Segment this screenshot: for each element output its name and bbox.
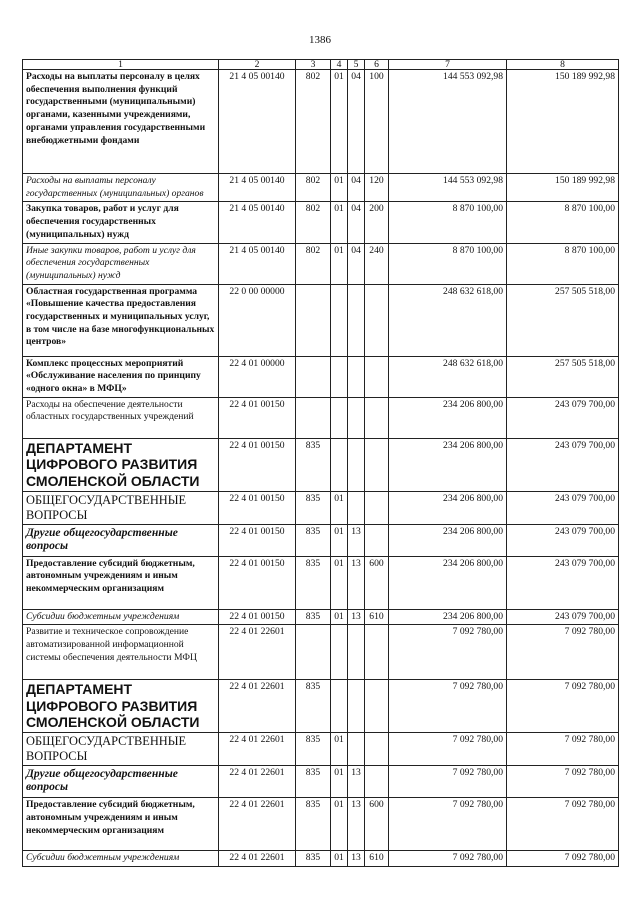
amount-year-1: 234 206 800,00 (389, 524, 507, 556)
row-name: Другие общегосударственные вопросы (23, 524, 219, 556)
ministry-code: 835 (296, 556, 331, 609)
target-article-code: 22 4 01 22601 (219, 766, 296, 798)
amount-year-2: 7 092 780,00 (507, 625, 619, 680)
column-number-row (23, 60, 619, 70)
subsection-code (348, 284, 365, 356)
amount-year-1: 7 092 780,00 (389, 680, 507, 733)
subsection-code (348, 680, 365, 733)
amount-year-1: 234 206 800,00 (389, 491, 507, 524)
ministry-code: 835 (296, 680, 331, 733)
target-article-code: 22 4 01 22601 (219, 680, 296, 733)
amount-year-2: 243 079 700,00 (507, 397, 619, 438)
expense-type-code: 200 (365, 202, 389, 243)
amount-year-1: 248 632 618,00 (389, 356, 507, 397)
expense-type-code: 240 (365, 243, 389, 284)
target-article-code: 22 4 01 00150 (219, 491, 296, 524)
subsection-code (348, 397, 365, 438)
table-row (23, 625, 619, 680)
expense-type-code (365, 680, 389, 733)
expense-type-code (365, 491, 389, 524)
amount-year-1: 7 092 780,00 (389, 766, 507, 798)
subsection-code: 13 (348, 609, 365, 625)
section-code (331, 356, 348, 397)
expense-type-code (365, 397, 389, 438)
column-number: 8 (507, 60, 619, 70)
amount-year-2: 150 189 992,98 (507, 174, 619, 202)
amount-year-1: 8 870 100,00 (389, 202, 507, 243)
amount-year-1: 144 553 092,98 (389, 70, 507, 174)
row-name: Расходы на выплаты персоналу в целях обеспечения выполнения функций государственными (муниципальными) органами, казенными учреждениями, органами управления государственными внебюджетными фондами (23, 70, 219, 174)
table-row (23, 609, 619, 625)
target-article-code: 22 4 01 22601 (219, 851, 296, 867)
section-code: 01 (331, 556, 348, 609)
ministry-code: 835 (296, 851, 331, 867)
ministry-code: 835 (296, 733, 331, 766)
page-number: 1386 (309, 34, 331, 46)
expense-type-code (365, 438, 389, 491)
subsection-code (348, 491, 365, 524)
expense-type-code (365, 625, 389, 680)
row-name: Расходы на выплаты персоналу государственных (муниципальных) органов (23, 174, 219, 202)
table-row (23, 491, 619, 524)
amount-year-2: 7 092 780,00 (507, 851, 619, 867)
amount-year-2: 257 505 518,00 (507, 284, 619, 356)
table-row (23, 766, 619, 798)
subsection-code (348, 733, 365, 766)
row-name: ДЕПАРТАМЕНТ ЦИФРОВОГО РАЗВИТИЯ СМОЛЕНСКОЙ ОБЛАСТИ (23, 680, 219, 733)
subsection-code: 04 (348, 243, 365, 284)
amount-year-1: 234 206 800,00 (389, 609, 507, 625)
expense-type-code: 600 (365, 556, 389, 609)
target-article-code: 22 4 01 00150 (219, 524, 296, 556)
section-code: 01 (331, 70, 348, 174)
ministry-code (296, 356, 331, 397)
subsection-code: 13 (348, 766, 365, 798)
expense-type-code (365, 733, 389, 766)
expense-type-code (365, 356, 389, 397)
expense-type-code: 610 (365, 851, 389, 867)
table-body (23, 70, 619, 867)
table-row (23, 284, 619, 356)
target-article-code: 22 4 01 00150 (219, 397, 296, 438)
subsection-code: 04 (348, 202, 365, 243)
section-code: 01 (331, 766, 348, 798)
row-name: Развитие и техническое сопровождение автоматизированной информационной системы обеспечения деятельности МФЦ (23, 625, 219, 680)
target-article-code: 22 0 00 00000 (219, 284, 296, 356)
table-row (23, 556, 619, 609)
section-code: 01 (331, 243, 348, 284)
ministry-code: 802 (296, 174, 331, 202)
target-article-code: 22 4 01 00150 (219, 438, 296, 491)
section-code: 01 (331, 798, 348, 851)
row-name: ОБЩЕГОСУДАРСТВЕННЫЕ ВОПРОСЫ (23, 733, 219, 766)
column-number: 7 (389, 60, 507, 70)
subsection-code: 04 (348, 70, 365, 174)
section-code (331, 438, 348, 491)
target-article-code: 22 4 01 22601 (219, 798, 296, 851)
row-name: Комплекс процессных мероприятий «Обслуживание населения по принципу «одного окна» в МФЦ» (23, 356, 219, 397)
amount-year-1: 7 092 780,00 (389, 851, 507, 867)
ministry-code: 835 (296, 524, 331, 556)
column-number: 5 (348, 60, 365, 70)
table-row (23, 524, 619, 556)
section-code (331, 397, 348, 438)
row-name: Другие общегосударственные вопросы (23, 766, 219, 798)
table-row (23, 243, 619, 284)
amount-year-2: 243 079 700,00 (507, 491, 619, 524)
ministry-code: 802 (296, 243, 331, 284)
section-code: 01 (331, 609, 348, 625)
target-article-code: 22 4 01 00000 (219, 356, 296, 397)
section-code: 01 (331, 202, 348, 243)
subsection-code (348, 356, 365, 397)
ministry-code (296, 284, 331, 356)
table-row (23, 70, 619, 174)
ministry-code: 802 (296, 202, 331, 243)
section-code (331, 284, 348, 356)
row-name: Иные закупки товаров, работ и услуг для обеспечения государственных (муниципальных) нужд (23, 243, 219, 284)
amount-year-2: 243 079 700,00 (507, 609, 619, 625)
section-code: 01 (331, 174, 348, 202)
target-article-code: 22 4 01 00150 (219, 556, 296, 609)
ministry-code: 835 (296, 438, 331, 491)
amount-year-2: 257 505 518,00 (507, 356, 619, 397)
column-number: 6 (365, 60, 389, 70)
section-code: 01 (331, 851, 348, 867)
subsection-code: 13 (348, 851, 365, 867)
expense-type-code (365, 766, 389, 798)
table-row (23, 733, 619, 766)
subsection-code (348, 625, 365, 680)
target-article-code: 21 4 05 00140 (219, 202, 296, 243)
table-row (23, 851, 619, 867)
amount-year-1: 234 206 800,00 (389, 438, 507, 491)
expense-type-code: 600 (365, 798, 389, 851)
ministry-code (296, 397, 331, 438)
expense-type-code (365, 284, 389, 356)
row-name: ДЕПАРТАМЕНТ ЦИФРОВОГО РАЗВИТИЯ СМОЛЕНСКОЙ ОБЛАСТИ (23, 438, 219, 491)
amount-year-2: 243 079 700,00 (507, 438, 619, 491)
section-code: 01 (331, 524, 348, 556)
amount-year-1: 248 632 618,00 (389, 284, 507, 356)
column-number: 2 (219, 60, 296, 70)
column-number: 1 (23, 60, 219, 70)
expense-type-code: 120 (365, 174, 389, 202)
table-row (23, 397, 619, 438)
amount-year-2: 7 092 780,00 (507, 733, 619, 766)
subsection-code: 13 (348, 524, 365, 556)
target-article-code: 21 4 05 00140 (219, 174, 296, 202)
amount-year-2: 243 079 700,00 (507, 524, 619, 556)
section-code (331, 625, 348, 680)
amount-year-2: 150 189 992,98 (507, 70, 619, 174)
section-code (331, 680, 348, 733)
row-name: Предоставление субсидий бюджетным, автономным учреждениям и иным некоммерческим организациям (23, 556, 219, 609)
amount-year-1: 8 870 100,00 (389, 243, 507, 284)
subsection-code (348, 438, 365, 491)
expense-type-code: 610 (365, 609, 389, 625)
ministry-code (296, 625, 331, 680)
amount-year-1: 234 206 800,00 (389, 556, 507, 609)
target-article-code: 22 4 01 00150 (219, 609, 296, 625)
ministry-code: 835 (296, 609, 331, 625)
amount-year-1: 7 092 780,00 (389, 625, 507, 680)
subsection-code: 13 (348, 798, 365, 851)
ministry-code: 802 (296, 70, 331, 174)
subsection-code: 04 (348, 174, 365, 202)
table-row (23, 680, 619, 733)
target-article-code: 21 4 05 00140 (219, 70, 296, 174)
row-name: Расходы на обеспечение деятельности областных государственных учреждений (23, 397, 219, 438)
column-number: 4 (331, 60, 348, 70)
target-article-code: 22 4 01 22601 (219, 625, 296, 680)
amount-year-2: 8 870 100,00 (507, 202, 619, 243)
table-row (23, 438, 619, 491)
table-row (23, 202, 619, 243)
ministry-code: 835 (296, 798, 331, 851)
amount-year-2: 7 092 780,00 (507, 798, 619, 851)
section-code: 01 (331, 491, 348, 524)
amount-year-2: 7 092 780,00 (507, 766, 619, 798)
row-name: Субсидии бюджетным учреждениям (23, 851, 219, 867)
amount-year-2: 243 079 700,00 (507, 556, 619, 609)
expense-type-code (365, 524, 389, 556)
table-row (23, 356, 619, 397)
table-row (23, 798, 619, 851)
subsection-code: 13 (348, 556, 365, 609)
row-name: Субсидии бюджетным учреждениям (23, 609, 219, 625)
amount-year-1: 7 092 780,00 (389, 798, 507, 851)
column-number: 3 (296, 60, 331, 70)
amount-year-2: 7 092 780,00 (507, 680, 619, 733)
expense-type-code: 100 (365, 70, 389, 174)
row-name: Областная государственная программа «Повышение качества предоставления государственных и муниципальных услуг, в том числе на базе многофункциональных центров» (23, 284, 219, 356)
budget-table (22, 59, 619, 867)
target-article-code: 22 4 01 22601 (219, 733, 296, 766)
amount-year-1: 7 092 780,00 (389, 733, 507, 766)
row-name: ОБЩЕГОСУДАРСТВЕННЫЕ ВОПРОСЫ (23, 491, 219, 524)
row-name: Закупка товаров, работ и услуг для обеспечения государственных (муниципальных) нужд (23, 202, 219, 243)
amount-year-2: 8 870 100,00 (507, 243, 619, 284)
ministry-code: 835 (296, 491, 331, 524)
ministry-code: 835 (296, 766, 331, 798)
section-code: 01 (331, 733, 348, 766)
amount-year-1: 234 206 800,00 (389, 397, 507, 438)
amount-year-1: 144 553 092,98 (389, 174, 507, 202)
table-row (23, 174, 619, 202)
target-article-code: 21 4 05 00140 (219, 243, 296, 284)
row-name: Предоставление субсидий бюджетным, автономным учреждениям и иным некоммерческим организациям (23, 798, 219, 851)
